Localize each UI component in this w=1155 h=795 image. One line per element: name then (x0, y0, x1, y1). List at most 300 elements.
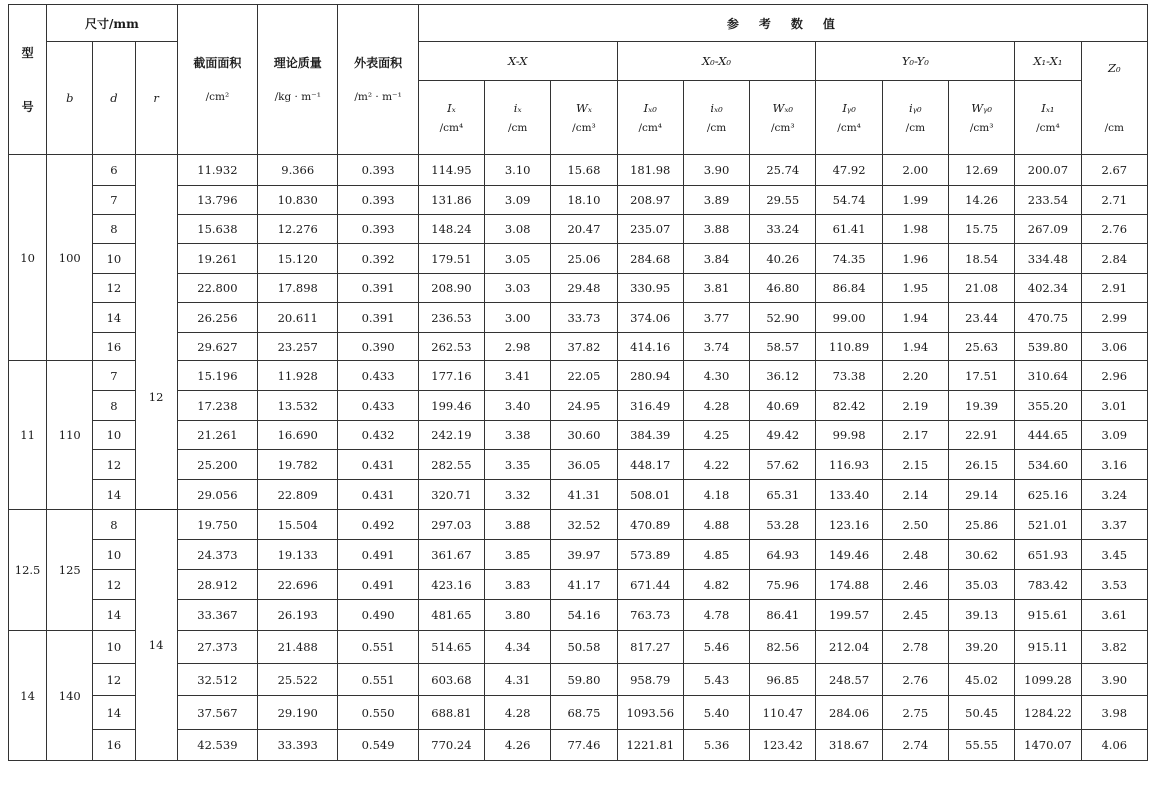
property-unit: /cm (905, 121, 926, 134)
table-cell: 233.54 (1015, 186, 1081, 215)
r-value-cell: 14 (135, 510, 177, 761)
table-cell: 4.34 (485, 631, 551, 664)
table-cell: 15.638 (177, 215, 257, 244)
table-cell: 0.492 (338, 510, 418, 540)
table-cell: 0.393 (338, 186, 418, 215)
table-row (9, 730, 1148, 761)
table-cell: 671.44 (617, 570, 683, 600)
surface-header (338, 5, 418, 155)
table-cell: 3.74 (683, 333, 749, 361)
table-cell: 55.55 (949, 730, 1015, 761)
table-row (9, 570, 1148, 600)
table-cell: 3.10 (485, 155, 551, 186)
table-cell: 1284.22 (1015, 696, 1081, 730)
table-cell: 3.85 (485, 540, 551, 570)
table-cell: 54.16 (551, 600, 617, 631)
table-cell: 21.08 (949, 274, 1015, 303)
table-cell: 29.14 (949, 480, 1015, 510)
b-value-cell: 110 (47, 361, 93, 510)
table-cell: 3.81 (683, 274, 749, 303)
table-cell: 4.78 (683, 600, 749, 631)
table-cell: 11.928 (258, 361, 338, 391)
table-cell: 2.17 (882, 421, 948, 450)
area-label: 截面面积 (193, 55, 242, 70)
table-cell: 33.73 (551, 303, 617, 333)
table-cell: 33.393 (258, 730, 338, 761)
property-unit: /cm⁴ (837, 121, 861, 134)
d-value-cell: 10 (93, 244, 135, 274)
r-header: r (135, 42, 177, 155)
mass-header (258, 5, 338, 155)
model-number-cell: 11 (9, 361, 47, 510)
property-header-9 (1015, 81, 1081, 155)
d-value-cell: 16 (93, 333, 135, 361)
table-cell: 4.22 (683, 450, 749, 480)
d-value-cell: 12 (93, 274, 135, 303)
table-cell: 2.74 (882, 730, 948, 761)
table-cell: 402.34 (1015, 274, 1081, 303)
table-cell: 3.00 (485, 303, 551, 333)
table-cell: 26.193 (258, 600, 338, 631)
table-cell: 39.97 (551, 540, 617, 570)
table-cell: 86.41 (750, 600, 816, 631)
table-body (9, 5, 1148, 761)
dimension-group-header: 尺寸/mm (47, 5, 178, 42)
table-cell: 0.393 (338, 215, 418, 244)
table-cell: 4.28 (683, 391, 749, 421)
table-cell: 248.57 (816, 664, 882, 696)
angle-steel-table-container (8, 4, 1148, 761)
table-cell: 330.95 (617, 274, 683, 303)
table-cell: 29.55 (750, 186, 816, 215)
d-value-cell: 8 (93, 215, 135, 244)
table-cell: 16.690 (258, 421, 338, 450)
table-cell: 355.20 (1015, 391, 1081, 421)
table-cell: 481.65 (418, 600, 484, 631)
property-symbol: Wₓ (576, 100, 592, 115)
property-unit: /cm (507, 121, 528, 134)
table-cell: 29.48 (551, 274, 617, 303)
table-cell: 763.73 (617, 600, 683, 631)
table-cell: 199.46 (418, 391, 484, 421)
table-cell: 4.30 (683, 361, 749, 391)
mass-unit: /kg · m⁻¹ (274, 90, 321, 103)
table-cell: 45.02 (949, 664, 1015, 696)
table-cell: 3.77 (683, 303, 749, 333)
table-cell: 4.18 (683, 480, 749, 510)
table-cell: 17.238 (177, 391, 257, 421)
table-cell: 508.01 (617, 480, 683, 510)
table-cell: 2.96 (1081, 361, 1147, 391)
table-cell: 29.627 (177, 333, 257, 361)
table-cell: 25.74 (750, 155, 816, 186)
mass-label: 理论质量 (273, 55, 322, 70)
model-header-char-1: 型 (21, 45, 34, 60)
property-symbol: Wₓ₀ (772, 100, 794, 115)
table-cell: 15.504 (258, 510, 338, 540)
table-cell: 2.14 (882, 480, 948, 510)
table-cell: 23.257 (258, 333, 338, 361)
table-cell: 73.38 (816, 361, 882, 391)
table-cell: 32.52 (551, 510, 617, 540)
table-cell: 1.95 (882, 274, 948, 303)
d-value-cell: 14 (93, 480, 135, 510)
property-symbol: Wᵧ₀ (971, 100, 993, 115)
axis-x1x1-header: X₁-X₁ (1015, 42, 1081, 81)
table-cell: 99.98 (816, 421, 882, 450)
table-cell: 29.056 (177, 480, 257, 510)
table-cell: 26.256 (177, 303, 257, 333)
table-cell: 33.367 (177, 600, 257, 631)
z0-label: Z₀ (1107, 61, 1121, 75)
table-cell: 47.92 (816, 155, 882, 186)
property-symbol: iₓ₀ (710, 100, 723, 115)
table-cell: 19.750 (177, 510, 257, 540)
d-value-cell: 10 (93, 631, 135, 664)
table-cell: 0.491 (338, 570, 418, 600)
property-header-0 (418, 81, 484, 155)
table-cell: 651.93 (1015, 540, 1081, 570)
table-cell: 57.62 (750, 450, 816, 480)
table-cell: 3.88 (485, 510, 551, 540)
reference-values-header: 参 考 数 值 (418, 5, 1147, 42)
model-header (9, 5, 47, 155)
d-value-cell: 16 (93, 730, 135, 761)
b-value-cell: 100 (47, 155, 93, 361)
table-cell: 2.98 (485, 333, 551, 361)
table-cell: 208.90 (418, 274, 484, 303)
table-cell: 4.26 (485, 730, 551, 761)
property-header-3 (617, 81, 683, 155)
property-unit: /cm³ (969, 121, 994, 134)
d-value-cell: 6 (93, 155, 135, 186)
table-cell: 22.91 (949, 421, 1015, 450)
property-header-2 (551, 81, 617, 155)
table-cell: 3.83 (485, 570, 551, 600)
surface-label: 外表面积 (354, 55, 403, 70)
table-cell: 3.61 (1081, 600, 1147, 631)
table-cell: 3.08 (485, 215, 551, 244)
table-cell: 13.796 (177, 186, 257, 215)
table-cell: 0.393 (338, 155, 418, 186)
table-cell: 11.932 (177, 155, 257, 186)
table-cell: 199.57 (816, 600, 882, 631)
model-header-char-2: 号 (21, 99, 34, 114)
angle-steel-table (8, 4, 1148, 761)
table-cell: 3.90 (683, 155, 749, 186)
d-value-cell: 7 (93, 186, 135, 215)
table-cell: 53.28 (750, 510, 816, 540)
table-cell: 236.53 (418, 303, 484, 333)
table-cell: 114.95 (418, 155, 484, 186)
table-cell: 0.551 (338, 631, 418, 664)
table-cell: 2.48 (882, 540, 948, 570)
table-cell: 26.15 (949, 450, 1015, 480)
property-header-8 (949, 81, 1015, 155)
table-cell: 3.38 (485, 421, 551, 450)
table-cell: 77.46 (551, 730, 617, 761)
table-cell: 54.74 (816, 186, 882, 215)
table-row (9, 450, 1148, 480)
table-cell: 625.16 (1015, 480, 1081, 510)
table-cell: 3.41 (485, 361, 551, 391)
table-cell: 573.89 (617, 540, 683, 570)
table-cell: 28.912 (177, 570, 257, 600)
table-cell: 3.88 (683, 215, 749, 244)
table-cell: 4.31 (485, 664, 551, 696)
table-cell: 22.809 (258, 480, 338, 510)
table-cell: 2.50 (882, 510, 948, 540)
table-cell: 2.19 (882, 391, 948, 421)
table-cell: 200.07 (1015, 155, 1081, 186)
table-cell: 0.433 (338, 361, 418, 391)
table-cell: 603.68 (418, 664, 484, 696)
table-cell: 448.17 (617, 450, 683, 480)
table-cell: 39.13 (949, 600, 1015, 631)
table-cell: 50.58 (551, 631, 617, 664)
table-cell: 267.09 (1015, 215, 1081, 244)
table-cell: 19.782 (258, 450, 338, 480)
table-cell: 4.85 (683, 540, 749, 570)
table-cell: 2.84 (1081, 244, 1147, 274)
table-cell: 0.431 (338, 480, 418, 510)
property-symbol: Iₓ₀ (643, 100, 657, 115)
table-cell: 36.05 (551, 450, 617, 480)
table-cell: 444.65 (1015, 421, 1081, 450)
area-header (177, 5, 257, 155)
property-header-4 (683, 81, 749, 155)
table-cell: 514.65 (418, 631, 484, 664)
table-cell: 3.89 (683, 186, 749, 215)
table-cell: 470.75 (1015, 303, 1081, 333)
d-header: d (93, 42, 135, 155)
table-cell: 4.28 (485, 696, 551, 730)
table-cell: 19.261 (177, 244, 257, 274)
d-value-cell: 14 (93, 303, 135, 333)
table-cell: 46.80 (750, 274, 816, 303)
property-unit: /cm⁴ (1036, 121, 1060, 134)
table-cell: 22.696 (258, 570, 338, 600)
table-cell: 320.71 (418, 480, 484, 510)
property-header-7 (882, 81, 948, 155)
table-cell: 3.40 (485, 391, 551, 421)
property-header-1 (485, 81, 551, 155)
table-cell: 25.63 (949, 333, 1015, 361)
d-value-cell: 12 (93, 450, 135, 480)
table-cell: 3.45 (1081, 540, 1147, 570)
table-cell: 41.17 (551, 570, 617, 600)
b-value-cell: 125 (47, 510, 93, 631)
table-cell: 19.133 (258, 540, 338, 570)
table-cell: 13.532 (258, 391, 338, 421)
table-cell: 21.488 (258, 631, 338, 664)
table-cell: 284.06 (816, 696, 882, 730)
table-cell: 17.51 (949, 361, 1015, 391)
table-row (9, 540, 1148, 570)
table-row (9, 244, 1148, 274)
table-row (9, 333, 1148, 361)
property-symbol: Iₓ (447, 100, 456, 115)
table-cell: 96.85 (750, 664, 816, 696)
table-cell: 123.16 (816, 510, 882, 540)
table-cell: 235.07 (617, 215, 683, 244)
table-cell: 36.12 (750, 361, 816, 391)
table-cell: 30.60 (551, 421, 617, 450)
table-cell: 50.45 (949, 696, 1015, 730)
table-cell: 3.84 (683, 244, 749, 274)
table-cell: 148.24 (418, 215, 484, 244)
table-cell: 65.31 (750, 480, 816, 510)
table-cell: 310.64 (1015, 361, 1081, 391)
table-cell: 82.56 (750, 631, 816, 664)
table-cell: 37.82 (551, 333, 617, 361)
table-row (9, 274, 1148, 303)
table-row (9, 664, 1148, 696)
table-cell: 19.39 (949, 391, 1015, 421)
table-cell: 521.01 (1015, 510, 1081, 540)
axis-x0x0-header: X₀-X₀ (617, 42, 816, 81)
table-cell: 20.47 (551, 215, 617, 244)
table-cell: 59.80 (551, 664, 617, 696)
property-unit: /cm⁴ (638, 121, 663, 134)
table-cell: 18.10 (551, 186, 617, 215)
table-row (9, 361, 1148, 391)
table-cell: 3.35 (485, 450, 551, 480)
table-cell: 5.43 (683, 664, 749, 696)
d-value-cell: 14 (93, 600, 135, 631)
property-symbol: iₓ (513, 100, 522, 115)
table-cell: 35.03 (949, 570, 1015, 600)
model-number-cell: 12.5 (9, 510, 47, 631)
d-value-cell: 10 (93, 421, 135, 450)
table-cell: 374.06 (617, 303, 683, 333)
table-cell: 25.522 (258, 664, 338, 696)
model-number-cell: 14 (9, 631, 47, 761)
table-cell: 25.06 (551, 244, 617, 274)
d-value-cell: 12 (93, 664, 135, 696)
d-value-cell: 7 (93, 361, 135, 391)
table-cell: 15.68 (551, 155, 617, 186)
table-cell: 0.491 (338, 540, 418, 570)
table-cell: 2.45 (882, 600, 948, 631)
table-cell: 75.96 (750, 570, 816, 600)
table-cell: 10.830 (258, 186, 338, 215)
table-cell: 3.82 (1081, 631, 1147, 664)
b-value-cell: 140 (47, 631, 93, 761)
table-cell: 2.20 (882, 361, 948, 391)
table-cell: 37.567 (177, 696, 257, 730)
property-symbol: Iᵧ₀ (842, 100, 856, 115)
table-cell: 2.78 (882, 631, 948, 664)
table-cell: 384.39 (617, 421, 683, 450)
table-cell: 2.67 (1081, 155, 1147, 186)
table-cell: 2.46 (882, 570, 948, 600)
table-cell: 24.373 (177, 540, 257, 570)
table-cell: 208.97 (617, 186, 683, 215)
table-cell: 5.46 (683, 631, 749, 664)
table-cell: 2.76 (1081, 215, 1147, 244)
table-cell: 32.512 (177, 664, 257, 696)
table-cell: 3.09 (1081, 421, 1147, 450)
surface-unit: /m² · m⁻¹ (354, 90, 402, 103)
table-cell: 12.69 (949, 155, 1015, 186)
table-cell: 2.91 (1081, 274, 1147, 303)
table-cell: 3.05 (485, 244, 551, 274)
table-cell: 3.90 (1081, 664, 1147, 696)
table-cell: 29.190 (258, 696, 338, 730)
table-row (9, 600, 1148, 631)
table-cell: 42.539 (177, 730, 257, 761)
table-cell: 149.46 (816, 540, 882, 570)
d-value-cell: 10 (93, 540, 135, 570)
d-value-cell: 12 (93, 570, 135, 600)
table-cell: 39.20 (949, 631, 1015, 664)
table-cell: 0.431 (338, 450, 418, 480)
z0-header (1081, 42, 1147, 155)
table-cell: 41.31 (551, 480, 617, 510)
table-cell: 3.03 (485, 274, 551, 303)
table-cell: 2.71 (1081, 186, 1147, 215)
table-cell: 177.16 (418, 361, 484, 391)
table-cell: 534.60 (1015, 450, 1081, 480)
table-row (9, 215, 1148, 244)
table-row (9, 391, 1148, 421)
table-cell: 414.16 (617, 333, 683, 361)
table-cell: 4.25 (683, 421, 749, 450)
table-cell: 131.86 (418, 186, 484, 215)
table-cell: 1.96 (882, 244, 948, 274)
property-header-5 (750, 81, 816, 155)
table-cell: 3.24 (1081, 480, 1147, 510)
table-cell: 958.79 (617, 664, 683, 696)
table-cell: 2.15 (882, 450, 948, 480)
table-cell: 116.93 (816, 450, 882, 480)
property-symbol: Iₓ₁ (1041, 100, 1055, 115)
table-cell: 1099.28 (1015, 664, 1081, 696)
table-cell: 64.93 (750, 540, 816, 570)
table-cell: 12.276 (258, 215, 338, 244)
table-cell: 3.01 (1081, 391, 1147, 421)
table-row (9, 155, 1148, 186)
table-cell: 181.98 (617, 155, 683, 186)
table-cell: 1.98 (882, 215, 948, 244)
table-cell: 2.76 (882, 664, 948, 696)
table-cell: 688.81 (418, 696, 484, 730)
table-cell: 1221.81 (617, 730, 683, 761)
table-cell: 0.392 (338, 244, 418, 274)
table-cell: 4.88 (683, 510, 749, 540)
table-cell: 3.32 (485, 480, 551, 510)
table-cell: 23.44 (949, 303, 1015, 333)
table-cell: 3.16 (1081, 450, 1147, 480)
table-cell: 423.16 (418, 570, 484, 600)
table-cell: 0.432 (338, 421, 418, 450)
table-cell: 33.24 (750, 215, 816, 244)
table-cell: 783.42 (1015, 570, 1081, 600)
table-cell: 30.62 (949, 540, 1015, 570)
table-cell: 1470.07 (1015, 730, 1081, 761)
table-cell: 52.90 (750, 303, 816, 333)
property-unit: /cm³ (572, 121, 596, 134)
table-row (9, 696, 1148, 730)
table-cell: 20.611 (258, 303, 338, 333)
table-cell: 74.35 (816, 244, 882, 274)
table-row (9, 186, 1148, 215)
table-cell: 58.57 (750, 333, 816, 361)
property-symbol: iᵧ₀ (909, 100, 922, 115)
area-unit: /cm² (205, 90, 230, 103)
table-cell: 22.05 (551, 361, 617, 391)
